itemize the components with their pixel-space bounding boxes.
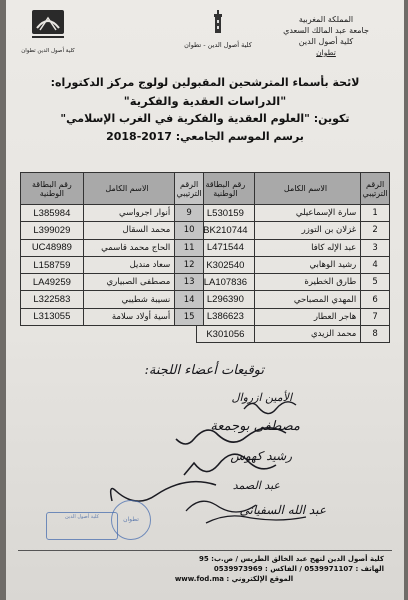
cell-card: UC48989 bbox=[21, 239, 84, 256]
cell-card: L158759 bbox=[21, 256, 84, 273]
footer-fax-label: الفاكس : bbox=[265, 565, 297, 573]
table-header-row bbox=[21, 173, 204, 205]
header-logo-text: كلية أصول الدين تطوان bbox=[21, 48, 75, 54]
header-line-kingdom: المملكة المغربية bbox=[298, 15, 354, 24]
cell-rank: 14 bbox=[175, 291, 204, 308]
table-row bbox=[197, 308, 390, 325]
footer-website-line bbox=[84, 574, 384, 584]
footer-web: www.fod.ma bbox=[174, 575, 224, 583]
table-row bbox=[21, 256, 204, 273]
cell-card: K302540 bbox=[197, 256, 255, 273]
footer-contact bbox=[84, 554, 384, 584]
cell-rank: 12 bbox=[175, 256, 204, 273]
cell-rank: 13 bbox=[175, 274, 204, 291]
table-header-row bbox=[197, 173, 390, 205]
cell-name: غزلان بن التوزر bbox=[254, 222, 361, 239]
cell-rank: 5 bbox=[361, 274, 390, 291]
cell-rank: 4 bbox=[361, 256, 390, 273]
table-row bbox=[21, 308, 204, 325]
cell-card: K301056 bbox=[197, 326, 255, 343]
footer-phones: الهاتف : 0539971107 / الفاكس : 0539973969 bbox=[213, 565, 384, 573]
header-rank: الرقم الترتيبي bbox=[361, 173, 390, 205]
table-row bbox=[197, 326, 390, 343]
cell-name: مصطفى الصبياري bbox=[83, 274, 174, 291]
header-line-university: جامعة عبد المالك السعدي bbox=[283, 26, 369, 35]
cell-name: سعاد منديل bbox=[83, 256, 174, 273]
cell-name: المهدي المصباحي bbox=[254, 291, 361, 308]
cell-name: عبد الإله كافا bbox=[254, 239, 361, 256]
header-name: الاسم الكامل bbox=[254, 173, 361, 205]
table-row bbox=[21, 274, 204, 291]
footer-phone: 0539971107 bbox=[304, 565, 354, 573]
signature-2: مصطفى بوجمعة bbox=[210, 419, 300, 434]
table-row bbox=[197, 239, 390, 256]
header-institution bbox=[266, 14, 386, 58]
footer-address: كلية أصول الدين لنهج عبد الخالق الطريس / ص.ب: 95 bbox=[198, 555, 384, 563]
cell-rank: 8 bbox=[361, 326, 390, 343]
footer-divider bbox=[18, 550, 392, 551]
footer-web-label: الموقع الإلكتروني : bbox=[226, 575, 294, 583]
document-page bbox=[6, 0, 404, 600]
cell-name: محمد الزيدي bbox=[254, 326, 361, 343]
cell-card: L399029 bbox=[21, 222, 84, 239]
cell-rank: 10 bbox=[175, 222, 204, 239]
cell-rank: 6 bbox=[361, 291, 390, 308]
header-name: الاسم الكامل bbox=[83, 173, 174, 205]
signature-5: عبد الله السفياني bbox=[239, 503, 326, 517]
cell-name: سارة الإسماعيلي bbox=[254, 205, 361, 222]
cell-card: L386623 bbox=[197, 308, 255, 325]
candidates-table-left bbox=[20, 172, 204, 326]
header-card: رقم البطاقة الوطنية bbox=[197, 173, 255, 205]
cell-card: L530159 bbox=[197, 205, 255, 222]
cell-name: طارق الخطيرة bbox=[254, 274, 361, 291]
cell-rank: 1 bbox=[361, 205, 390, 222]
cell-card: L385984 bbox=[21, 205, 84, 222]
cell-rank: 7 bbox=[361, 308, 390, 325]
cell-card: LA49259 bbox=[21, 274, 84, 291]
cell-name: أنوار اجرواسي bbox=[83, 205, 174, 222]
cell-rank: 11 bbox=[175, 239, 204, 256]
title-line-list: لائحة بأسماء المترشحين المقبولين لولوج مركز الدكتوراه: bbox=[50, 76, 360, 89]
cell-name: الحاج محمد قاسمي bbox=[83, 239, 174, 256]
footer-fax: 0539973969 bbox=[213, 565, 263, 573]
cell-rank: 15 bbox=[175, 308, 204, 325]
table-row bbox=[197, 222, 390, 239]
table-row bbox=[197, 291, 390, 308]
document-titles bbox=[6, 74, 404, 146]
header-logo-block bbox=[18, 8, 78, 55]
cell-card: LA107836 bbox=[197, 274, 255, 291]
table-row bbox=[21, 205, 204, 222]
title-line-year: برسم الموسم الجامعي: 2017-2018 bbox=[106, 130, 304, 143]
cell-name: محمد السقال bbox=[83, 222, 174, 239]
header-center-emblem bbox=[182, 10, 254, 49]
table-row bbox=[21, 239, 204, 256]
cell-card: L322583 bbox=[21, 291, 84, 308]
header-card: رقم البطاقة الوطنية bbox=[21, 173, 84, 205]
table-row bbox=[197, 274, 390, 291]
header-line-city: تطوان bbox=[316, 48, 336, 57]
title-line-program: تكوين: "العلوم العقدية والفكرية في الغرب الإسلامي" bbox=[60, 112, 350, 125]
cell-card: L296390 bbox=[197, 291, 255, 308]
signature-4: عبد الصمد bbox=[232, 479, 280, 492]
header-center-text: كلية أصول الدين - تطوان bbox=[184, 41, 252, 49]
committee-signatures-label: توقيعات أعضاء اللجنة: bbox=[144, 363, 264, 378]
signature-1: الأمين ازروال bbox=[231, 391, 292, 404]
cell-card: L313055 bbox=[21, 308, 84, 325]
cell-rank: 3 bbox=[361, 239, 390, 256]
table-row bbox=[21, 222, 204, 239]
candidates-table-right bbox=[196, 172, 390, 343]
table-row bbox=[21, 291, 204, 308]
cell-name: هاجر العطار bbox=[254, 308, 361, 325]
table-row bbox=[197, 205, 390, 222]
faculty-logo-icon bbox=[28, 8, 68, 44]
cell-card: BK210744 bbox=[197, 222, 255, 239]
table-row bbox=[197, 256, 390, 273]
footer-phone-label: الهاتف : bbox=[355, 565, 384, 573]
cell-name: أسية أولاد سلامة bbox=[83, 308, 174, 325]
cell-name: نسيبة شطيبي bbox=[83, 291, 174, 308]
header-rank: الرقم الترتيبي bbox=[175, 173, 204, 205]
minaret-icon bbox=[211, 10, 225, 34]
cell-card: L471544 bbox=[197, 239, 255, 256]
cell-rank: 9 bbox=[175, 205, 204, 222]
cell-rank: 2 bbox=[361, 222, 390, 239]
signature-3: رشيد كهوس bbox=[230, 449, 292, 463]
title-line-center: "الدراسات العقدية والفكرية" bbox=[123, 94, 287, 108]
official-stamp-rect: كلية أصول الدين bbox=[46, 512, 118, 540]
official-stamp-circle: تطوان bbox=[111, 500, 151, 540]
header-line-faculty: كلية أصول الدين bbox=[298, 37, 354, 46]
cell-name: رشيد الوهابي bbox=[254, 256, 361, 273]
